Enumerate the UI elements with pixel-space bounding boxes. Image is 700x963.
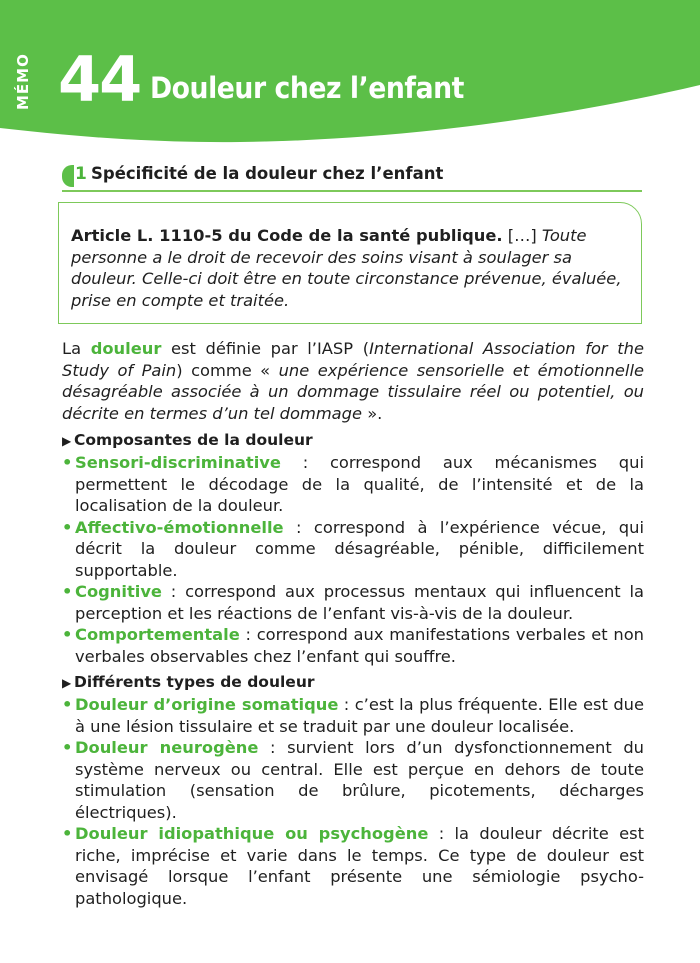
list-item	[62, 624, 644, 667]
article-quote: Toute personne a le droit de recevoir des soins visant à soulager sa douleur. Celle-ci doit être en toute circonstance prévenue, évaluée, prise en compte et traitée.	[71, 226, 622, 310]
page-title: Douleur chez l’enfant	[150, 71, 464, 105]
triangle-right-icon: ▶	[62, 434, 72, 448]
section-number: 1	[75, 164, 87, 184]
section-title: Spécificité de la douleur chez l’enfant	[91, 164, 444, 183]
definition-lead: La	[62, 339, 91, 358]
bullet-dot-icon: •	[62, 453, 73, 472]
components-title: Composantes de la douleur	[74, 431, 313, 449]
definition-text2: ) comme «	[176, 360, 279, 380]
list-item-term: Affectivo-émotionnelle	[75, 517, 284, 537]
bullet-dot-icon: •	[62, 625, 73, 644]
definition-text1: est définie par l’IASP (	[161, 339, 370, 358]
definition-term: douleur	[90, 339, 162, 358]
list-item-term: Douleur idiopathique ou psychogène	[75, 824, 429, 843]
bullet-dot-icon: •	[62, 695, 73, 714]
section-heading	[62, 162, 642, 192]
components-title-row	[62, 430, 644, 452]
bullet-dot-icon: •	[62, 738, 73, 757]
list-item-text: : survient lors d’un dysfonctionnement du système nerveux ou central. Elle est perçue en dehors de toute stimulation (sensation de brûlure, picotements, décharges électriques).	[75, 738, 644, 822]
definition-end: ».	[362, 403, 383, 423]
list-item-text: : c’est la plus fréquente. Elle est due à une lésion tissulaire et se traduit par une douleur localisée.	[75, 695, 644, 736]
bullet-dot-icon: •	[62, 582, 73, 601]
components-list	[62, 452, 644, 667]
types-title: Différents types de douleur	[74, 673, 315, 691]
list-item-text: : correspond à l’expérience vécue, qui décrit la douleur comme désagréable, pénible, difficilement supportable.	[75, 517, 644, 580]
list-item-term: Douleur neurogène	[75, 738, 259, 757]
list-item	[62, 694, 644, 737]
list-item-text: : correspond aux processus mentaux qui influencent la perception et les réactions de l’enfant vis-à-vis de la douleur.	[75, 582, 644, 623]
list-item-term: Comportementale	[75, 625, 240, 644]
list-item-text: : correspond aux mécanismes qui permettent le décodage de la qualité, de l’intensité et de la localisation de la douleur.	[75, 453, 644, 515]
triangle-right-icon: ▶	[62, 676, 72, 690]
list-item-term: Douleur d’origine somatique	[75, 695, 339, 714]
definition-org: International Association for the Study of Pain	[62, 339, 644, 380]
types-list	[62, 694, 644, 909]
list-item-text: : la douleur décrite est riche, imprécise et varie dans le temps. Ce type de douleur est envisagé lorsque l’enfant présente une sémiologie psycho-pathologique.	[75, 824, 644, 908]
types-title-row	[62, 672, 644, 694]
list-item	[62, 517, 644, 582]
article-box	[58, 202, 642, 324]
definition-quote: une expérience sensorielle et émotionnelle désagréable associée à un dommage tissulaire réel ou potentiel, ou décrite en termes d’un tel dommage	[62, 360, 644, 423]
article-reference: Article L. 1110-5 du Code de la santé publique.	[71, 226, 503, 245]
article-ellipsis: […]	[502, 226, 542, 245]
memo-number: 44	[58, 43, 141, 116]
list-item	[62, 823, 644, 909]
section-tab-marker	[62, 165, 74, 187]
list-item	[62, 581, 644, 624]
memo-label: MÉMO	[14, 53, 32, 110]
list-item	[62, 737, 644, 823]
types-section	[62, 672, 644, 909]
components-section	[62, 430, 644, 667]
list-item-term: Cognitive	[75, 582, 162, 601]
bullet-dot-icon: •	[62, 824, 73, 843]
list-item	[62, 452, 644, 517]
list-item-term: Sensori-discriminative	[75, 453, 281, 472]
list-item-text: : correspond aux manifestations verbales et non verbales observables chez l’enfant qui souffre.	[75, 625, 644, 666]
pain-definition	[62, 338, 644, 424]
bullet-dot-icon: •	[62, 517, 73, 537]
